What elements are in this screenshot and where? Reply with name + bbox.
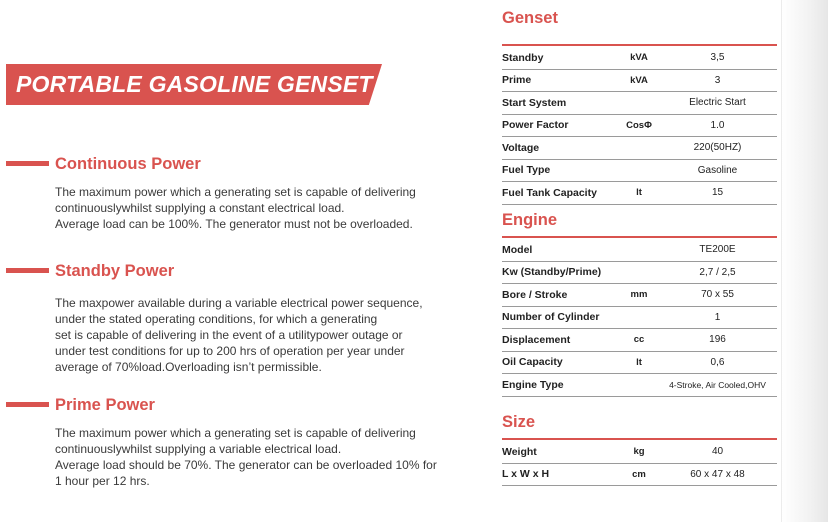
row-unit: kg: [620, 441, 658, 463]
table-row: [502, 47, 777, 69]
row-label: Fuel Type: [502, 159, 620, 182]
row-value: Gasoline: [658, 159, 777, 182]
section-title-prime: Prime Power: [55, 396, 155, 414]
table-row: [502, 239, 777, 261]
section-title-continuous: Continuous Power: [55, 155, 201, 173]
row-unit: [620, 159, 658, 182]
table-row: [502, 69, 777, 92]
row-unit: kVA: [620, 47, 658, 69]
row-value: 196: [658, 329, 777, 352]
text-line: 1 hour per 12 hrs.: [55, 474, 150, 488]
row-label: Engine Type: [502, 374, 620, 397]
row-label: Oil Capacity: [502, 351, 620, 374]
row-unit: cm: [620, 463, 658, 486]
row-label: Start System: [502, 92, 620, 115]
text-line: under test conditions for up to 200 hrs of operation per year under: [55, 344, 405, 358]
table-row: [502, 351, 777, 374]
row-label: Standby: [502, 47, 620, 69]
row-value: 60 x 47 x 48: [658, 463, 777, 486]
table-row: [502, 463, 777, 486]
genset-rule: [502, 44, 777, 46]
table-row: [502, 374, 777, 397]
row-value: 40: [658, 441, 777, 463]
text-line: continuouslywhilst supplying a constant electrical load.: [55, 201, 345, 215]
table-row: [502, 261, 777, 284]
row-value: 15: [658, 182, 777, 205]
row-value: 0,6: [658, 351, 777, 374]
engine-rule: [502, 236, 777, 238]
section-body-continuous: [55, 184, 416, 232]
row-label: Voltage: [502, 137, 620, 160]
text-line: average of 70%load.Overloading isn’t permissible.: [55, 360, 322, 374]
section-body-standby: [55, 295, 423, 375]
row-label: Weight: [502, 441, 620, 463]
row-unit: lt: [620, 182, 658, 205]
row-value: 1: [658, 306, 777, 329]
text-line: set is capable of delivering in the event of a utilitypower outage or: [55, 328, 403, 342]
row-unit: mm: [620, 284, 658, 307]
row-unit: CosΦ: [620, 114, 658, 137]
row-value: 70 x 55: [658, 284, 777, 307]
engine-title: Engine: [502, 211, 558, 229]
row-value: 3: [658, 69, 777, 92]
table-row: [502, 182, 777, 205]
row-label: Prime: [502, 69, 620, 92]
text-line: continuouslywhilst supplying a variable electrical load.: [55, 442, 342, 456]
table-row: [502, 441, 777, 463]
row-label: Model: [502, 239, 620, 261]
row-label: Kw (Standby/Prime): [502, 261, 620, 284]
text-line: The maxpower available during a variable electrical power sequence,: [55, 296, 423, 310]
text-line: Average load can be 100%. The generator must not be overloaded.: [55, 217, 413, 231]
row-value: Electric Start: [658, 92, 777, 115]
row-value: 220(50HZ): [658, 137, 777, 160]
row-unit: [620, 92, 658, 115]
table-row: [502, 114, 777, 137]
table-row: [502, 92, 777, 115]
table-row: [502, 306, 777, 329]
row-label: Fuel Tank Capacity: [502, 182, 620, 205]
row-label: L x W x H: [502, 463, 620, 486]
section-title-standby: Standby Power: [55, 262, 175, 280]
page-edge-line: [781, 0, 782, 522]
row-value: 4-Stroke, Air Cooled,OHV: [658, 374, 777, 397]
row-unit: [620, 306, 658, 329]
row-label: Number of Cylinder: [502, 306, 620, 329]
banner-title: PORTABLE GASOLINE GENSET: [16, 71, 373, 97]
row-label: Displacement: [502, 329, 620, 352]
genset-table: [502, 47, 777, 205]
table-row: [502, 137, 777, 160]
page-edge-shadow: [782, 0, 828, 522]
table-row: [502, 284, 777, 307]
section-marker: [6, 161, 49, 166]
row-unit: [620, 239, 658, 261]
text-line: Average load should be 70%. The generator can be overloaded 10% for: [55, 458, 437, 472]
row-value: TE200E: [658, 239, 777, 261]
text-line: The maximum power which a generating set is capable of delivering: [55, 185, 416, 199]
genset-title: Genset: [502, 9, 558, 27]
row-value: 2,7 / 2,5: [658, 261, 777, 284]
section-marker: [6, 268, 49, 273]
row-unit: [620, 137, 658, 160]
row-unit: [620, 374, 658, 397]
row-value: 1.0: [658, 114, 777, 137]
text-line: under the stated operating conditions, for which a generating: [55, 312, 378, 326]
section-body-prime: [55, 425, 437, 489]
row-unit: [620, 261, 658, 284]
engine-table: [502, 239, 777, 397]
section-marker: [6, 402, 49, 407]
table-row: [502, 159, 777, 182]
row-unit: lt: [620, 351, 658, 374]
row-unit: cc: [620, 329, 658, 352]
table-row: [502, 329, 777, 352]
size-table: [502, 441, 777, 486]
row-unit: kVA: [620, 69, 658, 92]
size-title: Size: [502, 413, 536, 431]
text-line: The maximum power which a generating set is capable of delivering: [55, 426, 416, 440]
row-value: 3,5: [658, 47, 777, 69]
row-label: Power Factor: [502, 114, 620, 137]
row-label: Bore / Stroke: [502, 284, 620, 307]
size-rule: [502, 438, 777, 440]
